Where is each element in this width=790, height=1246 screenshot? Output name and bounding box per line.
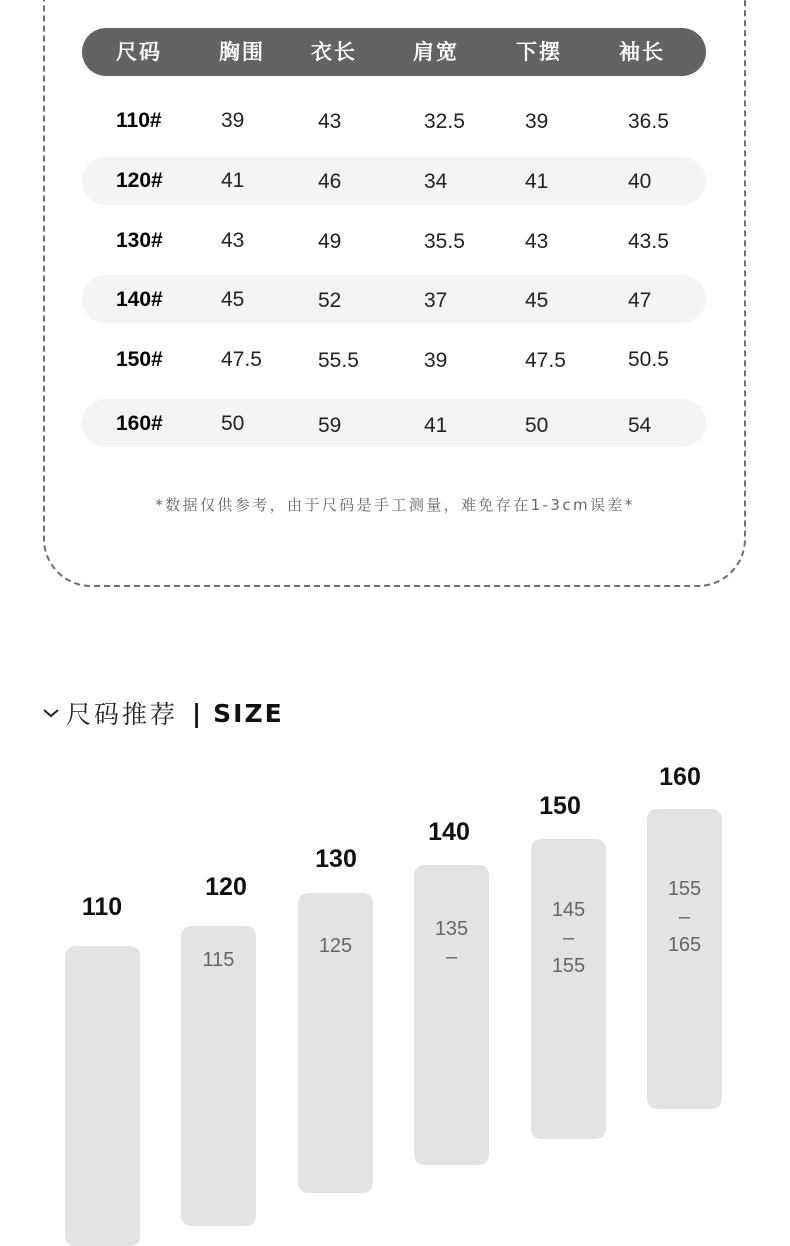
cell-length: 55.5: [318, 349, 359, 372]
cell-size: 110#: [116, 109, 162, 132]
cell-shoulder: 37: [424, 289, 448, 312]
bar-size-label: 110: [81, 893, 123, 921]
row-stripe: [82, 157, 706, 205]
header-chest: 胸围: [219, 40, 265, 64]
cell-chest: 45: [221, 288, 245, 311]
cell-size: 130#: [116, 229, 163, 252]
range-min: 135: [434, 918, 469, 940]
cell-size: 150#: [116, 348, 163, 371]
cell-length: 59: [318, 414, 342, 437]
section-title: [40, 695, 284, 731]
cell-length: 49: [318, 230, 342, 253]
header-shoulder: 肩宽: [413, 40, 459, 64]
cell-shoulder: 35.5: [424, 230, 465, 253]
range-dash: –: [445, 946, 458, 968]
bar-height-range: [181, 946, 256, 974]
bar-size-label: 140: [428, 818, 470, 846]
bar-height-range: [414, 915, 489, 971]
cell-hem: 43: [525, 230, 549, 253]
cell-hem: 39: [525, 110, 549, 133]
cell-chest: 39: [221, 109, 245, 132]
bar-height-range: [647, 875, 722, 959]
size-bar: [65, 946, 140, 1246]
chevron-down-icon: [40, 705, 62, 721]
cell-chest: 47.5: [221, 348, 262, 371]
range-min: 115: [202, 949, 235, 971]
row-stripe: [82, 275, 706, 323]
cell-shoulder: 34: [424, 170, 448, 193]
cell-sleeve: 40: [628, 170, 652, 193]
cell-length: 46: [318, 170, 342, 193]
cell-sleeve: 47: [628, 289, 652, 312]
range-dash: –: [678, 906, 691, 928]
section-title-cn: 尺码推荐: [66, 700, 179, 729]
cell-sleeve: 36.5: [628, 110, 669, 133]
cell-size: 120#: [116, 169, 163, 192]
cell-length: 43: [318, 110, 342, 133]
bar-height-range: [298, 932, 373, 960]
cell-chest: 43: [221, 229, 245, 252]
cell-size: 140#: [116, 288, 163, 311]
bar-size-label: 120: [205, 873, 247, 901]
size-table-header: [82, 28, 706, 76]
range-max: 165: [667, 934, 702, 956]
range-min: 125: [318, 935, 353, 957]
cell-shoulder: 41: [424, 414, 448, 437]
cell-size: 160#: [116, 412, 163, 435]
range-dash: –: [562, 927, 575, 949]
cell-sleeve: 54: [628, 414, 652, 437]
bar-size-label: 130: [315, 845, 357, 873]
cell-chest: 41: [221, 169, 245, 192]
bar-size-label: 150: [539, 792, 581, 820]
bar-height-range: [531, 896, 606, 980]
cell-sleeve: 43.5: [628, 230, 669, 253]
cell-length: 52: [318, 289, 342, 312]
section-divider: |: [192, 698, 204, 728]
header-sleeve: 袖长: [619, 40, 665, 64]
cell-hem: 41: [525, 170, 549, 193]
cell-shoulder: 32.5: [424, 110, 465, 133]
section-title-en: SIZE: [213, 698, 284, 728]
cell-hem: 50: [525, 414, 549, 437]
size-bar: [414, 865, 489, 1165]
range-min: 145: [551, 899, 586, 921]
cell-sleeve: 50.5: [628, 348, 669, 371]
row-stripe: [82, 399, 706, 447]
size-bar: [531, 839, 606, 1139]
header-hem: 下摆: [516, 40, 562, 64]
cell-shoulder: 39: [424, 349, 448, 372]
range-min: 155: [667, 878, 702, 900]
header-size: 尺码: [116, 40, 162, 64]
range-max: 155: [551, 955, 586, 977]
bar-size-label: 160: [659, 763, 701, 791]
size-bar: [647, 809, 722, 1109]
header-length: 衣长: [311, 40, 357, 64]
cell-chest: 50: [221, 412, 245, 435]
measurement-note: *数据仅供参考，由于尺码是手工测量，难免存在1-3cm误差*: [155, 496, 635, 514]
cell-hem: 47.5: [525, 349, 566, 372]
cell-hem: 45: [525, 289, 549, 312]
